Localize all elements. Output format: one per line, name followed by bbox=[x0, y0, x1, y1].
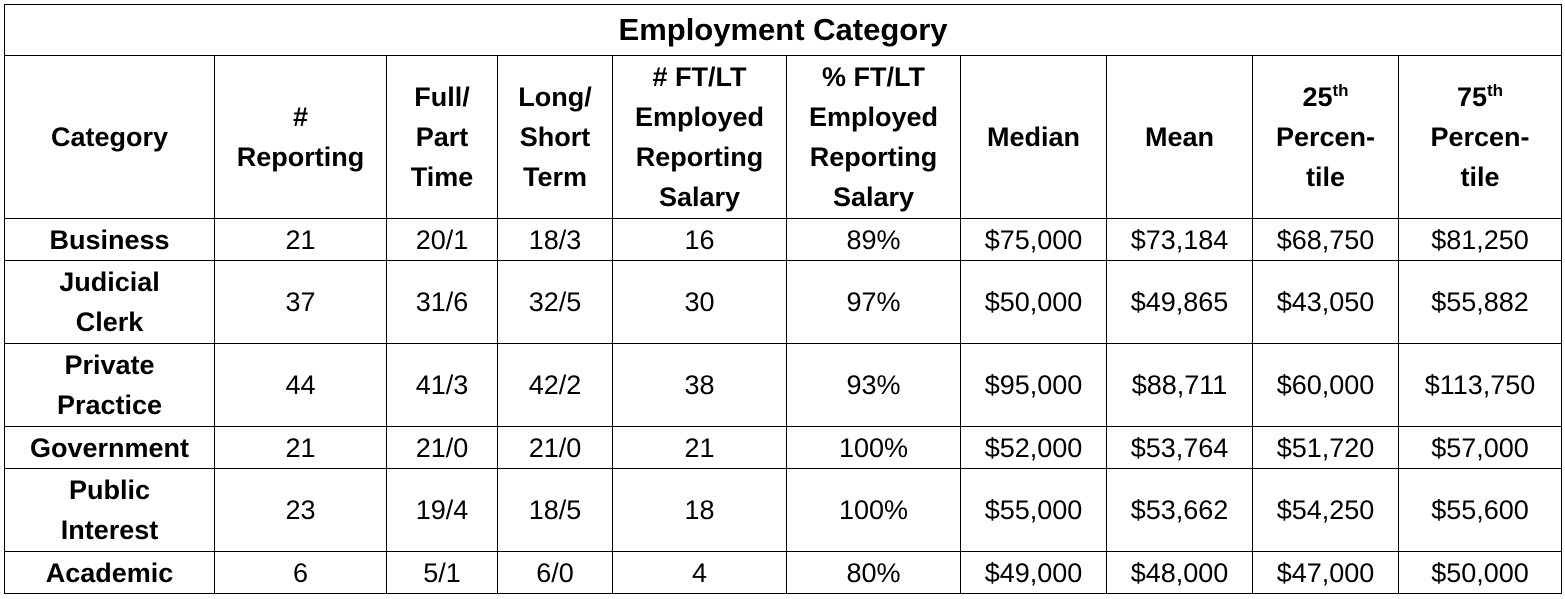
long-short-cell: 42/2 bbox=[498, 344, 613, 427]
ftlt-pct-cell: 97% bbox=[787, 261, 961, 344]
header-line: tile bbox=[1305, 162, 1345, 192]
header-line: % FT/LT bbox=[822, 62, 925, 92]
table-row bbox=[5, 552, 1562, 594]
p75-cell: $50,000 bbox=[1399, 552, 1562, 594]
header-line: Category bbox=[50, 122, 169, 152]
header-line: Salary bbox=[658, 182, 741, 212]
column-header-full-part-time bbox=[387, 56, 498, 219]
long-short-cell: 18/3 bbox=[498, 219, 613, 261]
ftlt-pct-cell: 100% bbox=[787, 427, 961, 469]
column-header-reporting bbox=[215, 56, 387, 219]
category-cell bbox=[5, 427, 215, 469]
reporting-cell: 23 bbox=[215, 469, 387, 552]
long-short-cell: 21/0 bbox=[498, 427, 613, 469]
p75-cell: $55,600 bbox=[1399, 469, 1562, 552]
median-cell: $55,000 bbox=[961, 469, 1107, 552]
p25-cell: $51,720 bbox=[1253, 427, 1399, 469]
full-part-cell: 19/4 bbox=[387, 469, 498, 552]
category-line: Government bbox=[29, 432, 190, 463]
reporting-cell: 37 bbox=[215, 261, 387, 344]
median-cell: $95,000 bbox=[961, 344, 1107, 427]
ftlt-count-cell: 30 bbox=[613, 261, 787, 344]
table-row bbox=[5, 219, 1562, 261]
header-line: # FT/LT bbox=[652, 62, 747, 92]
category-cell bbox=[5, 552, 215, 594]
header-line: 25th bbox=[1302, 81, 1349, 112]
p75-cell: $55,882 bbox=[1399, 261, 1562, 344]
category-line: Clerk bbox=[75, 307, 144, 337]
ftlt-count-cell: 21 bbox=[613, 427, 787, 469]
p25-cell: $54,250 bbox=[1253, 469, 1399, 552]
category-cell bbox=[5, 261, 215, 344]
long-short-cell: 6/0 bbox=[498, 552, 613, 594]
category-line: Academic bbox=[45, 557, 174, 588]
p25-cell: $43,050 bbox=[1253, 261, 1399, 344]
table-row bbox=[5, 427, 1562, 469]
table-body bbox=[5, 219, 1562, 594]
header-line: Reporting bbox=[809, 142, 938, 172]
full-part-cell: 5/1 bbox=[387, 552, 498, 594]
table-row bbox=[5, 344, 1562, 427]
category-cell bbox=[5, 344, 215, 427]
full-part-cell: 21/0 bbox=[387, 427, 498, 469]
column-header-median bbox=[961, 56, 1107, 219]
column-header-ftlt-employed-pct bbox=[787, 56, 961, 219]
header-line: 75th bbox=[1456, 81, 1504, 112]
table-row bbox=[5, 469, 1562, 552]
p75-cell: $113,750 bbox=[1399, 344, 1562, 427]
column-header-category bbox=[5, 56, 215, 219]
ftlt-pct-cell: 93% bbox=[787, 344, 961, 427]
reporting-cell: 44 bbox=[215, 344, 387, 427]
header-line: Reporting bbox=[635, 142, 764, 172]
ftlt-count-cell: 18 bbox=[613, 469, 787, 552]
header-line: Percen- bbox=[1275, 122, 1376, 152]
column-header-25th-percentile bbox=[1253, 56, 1399, 219]
ftlt-count-cell: 38 bbox=[613, 344, 787, 427]
full-part-cell: 20/1 bbox=[387, 219, 498, 261]
ftlt-pct-cell: 80% bbox=[787, 552, 961, 594]
category-cell bbox=[5, 219, 215, 261]
ftlt-count-cell: 4 bbox=[613, 552, 787, 594]
category-line: Interest bbox=[60, 515, 159, 545]
header-line: Reporting bbox=[236, 142, 365, 172]
mean-cell: $88,711 bbox=[1107, 344, 1253, 427]
reporting-cell: 21 bbox=[215, 427, 387, 469]
header-line: Employed bbox=[808, 102, 939, 132]
median-cell: $52,000 bbox=[961, 427, 1107, 469]
long-short-cell: 18/5 bbox=[498, 469, 613, 552]
category-cell bbox=[5, 469, 215, 552]
header-line: Part bbox=[415, 122, 469, 152]
table-title: Employment Category bbox=[5, 5, 1562, 56]
ftlt-count-cell: 16 bbox=[613, 219, 787, 261]
ftlt-pct-cell: 100% bbox=[787, 469, 961, 552]
header-line: Term bbox=[522, 162, 588, 192]
reporting-cell: 6 bbox=[215, 552, 387, 594]
header-line: Employed bbox=[634, 102, 765, 132]
p25-cell: $47,000 bbox=[1253, 552, 1399, 594]
header-superscript: th bbox=[1487, 81, 1504, 100]
header-line: Long/ bbox=[518, 82, 592, 112]
column-header-long-short-term bbox=[498, 56, 613, 219]
category-line: Public bbox=[68, 475, 150, 505]
header-line: Percen- bbox=[1430, 122, 1530, 152]
category-line: Judicial bbox=[59, 267, 160, 297]
category-line: Practice bbox=[56, 390, 163, 420]
median-cell: $50,000 bbox=[961, 261, 1107, 344]
p25-cell: $60,000 bbox=[1253, 344, 1399, 427]
column-header-75th-percentile bbox=[1399, 56, 1562, 219]
header-superscript: th bbox=[1332, 81, 1349, 100]
reporting-cell: 21 bbox=[215, 219, 387, 261]
header-line: # bbox=[292, 102, 309, 132]
mean-cell: $53,662 bbox=[1107, 469, 1253, 552]
long-short-cell: 32/5 bbox=[498, 261, 613, 344]
mean-cell: $48,000 bbox=[1107, 552, 1253, 594]
full-part-cell: 41/3 bbox=[387, 344, 498, 427]
header-line: Full/ bbox=[414, 82, 470, 112]
header-line: Salary bbox=[832, 182, 915, 212]
header-line: Time bbox=[410, 162, 474, 192]
mean-cell: $73,184 bbox=[1107, 219, 1253, 261]
ftlt-pct-cell: 89% bbox=[787, 219, 961, 261]
header-line: Mean bbox=[1144, 122, 1215, 152]
header-line: Median bbox=[986, 122, 1080, 152]
p75-cell: $57,000 bbox=[1399, 427, 1562, 469]
employment-table bbox=[4, 4, 1562, 594]
median-cell: $75,000 bbox=[961, 219, 1107, 261]
mean-cell: $53,764 bbox=[1107, 427, 1253, 469]
table-row bbox=[5, 261, 1562, 344]
category-line: Private bbox=[64, 350, 155, 380]
full-part-cell: 31/6 bbox=[387, 261, 498, 344]
header-line: tile bbox=[1460, 162, 1500, 192]
p75-cell: $81,250 bbox=[1399, 219, 1562, 261]
median-cell: $49,000 bbox=[961, 552, 1107, 594]
mean-cell: $49,865 bbox=[1107, 261, 1253, 344]
p25-cell: $68,750 bbox=[1253, 219, 1399, 261]
column-header-mean bbox=[1107, 56, 1253, 219]
category-line: Business bbox=[49, 224, 170, 255]
column-header-ftlt-employed-count bbox=[613, 56, 787, 219]
header-line: Short bbox=[519, 122, 591, 152]
header-row bbox=[5, 56, 1562, 219]
